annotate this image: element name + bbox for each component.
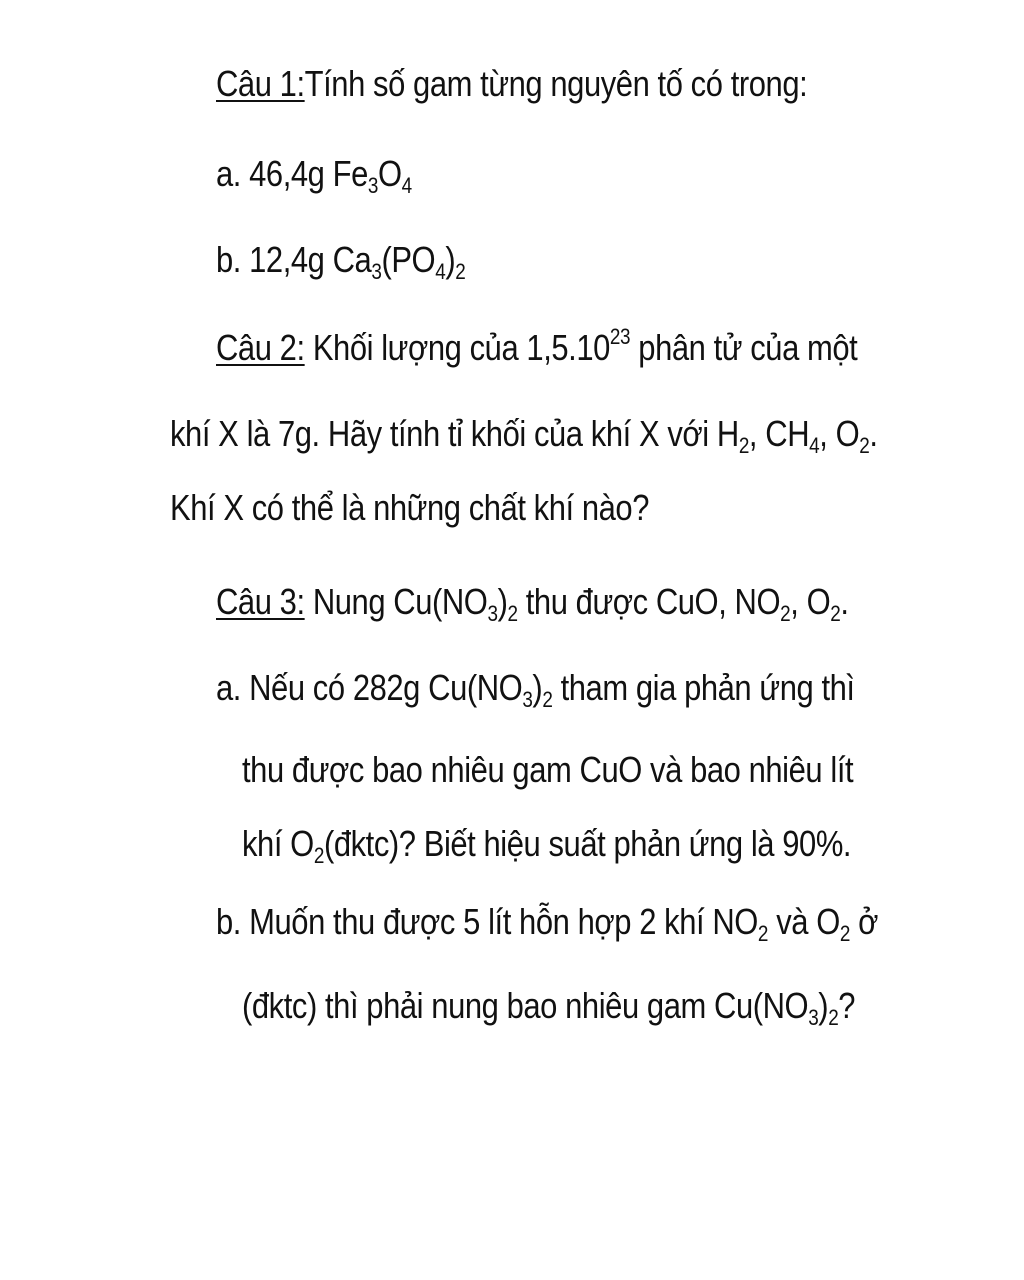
text-run: , CH	[748, 413, 810, 454]
subscript: 2	[542, 687, 553, 712]
subscript: 4	[809, 433, 820, 458]
subscript: 2	[507, 601, 518, 626]
q2-line-1	[216, 326, 857, 370]
q1-item-b	[216, 238, 465, 282]
subscript: 2	[839, 921, 850, 946]
text-run: , O	[790, 581, 831, 622]
subscript: 2	[780, 601, 791, 626]
text-run: a. 46,4g Fe	[216, 153, 368, 194]
text-run: )	[818, 985, 829, 1026]
subscript: 3	[367, 173, 379, 198]
text-run: .	[840, 581, 849, 622]
subscript: 3	[371, 259, 382, 284]
text-run: Khối lượng của 1,5.10	[304, 327, 610, 368]
q3-item-a-line-3	[242, 822, 851, 866]
subscript: 4	[435, 259, 446, 284]
text-run: O	[378, 153, 402, 194]
q3-line-1	[216, 580, 849, 624]
text-run: phân tử của một	[630, 327, 858, 368]
text-run: khí O	[242, 823, 314, 864]
subscript: 2	[859, 433, 870, 458]
text-run: tham gia phản ứng thì	[552, 667, 855, 708]
subscript: 3	[487, 601, 498, 626]
text-run: b. Muốn thu được 5 lít hỗn hợp 2 khí NO	[216, 901, 758, 942]
subscript: 3	[808, 1005, 819, 1030]
q2-label: Câu 2:	[216, 327, 305, 368]
q3-item-a-line-1	[216, 666, 855, 710]
subscript: 4	[401, 173, 412, 198]
q3-item-b-line-1	[216, 900, 878, 944]
text-run: (đktc)? Biết hiệu suất phản ứng là 90%.	[323, 823, 852, 864]
q1-heading	[216, 62, 807, 106]
text-run: .	[869, 413, 878, 454]
text-run: b. 12,4g Ca	[216, 239, 372, 280]
superscript: 23	[609, 324, 631, 349]
text-run: (đktc) thì phải nung bao nhiêu gam Cu(NO	[242, 985, 809, 1026]
text-run: Nung Cu(NO	[304, 581, 488, 622]
subscript: 2	[738, 433, 749, 458]
q1-text: Tính số gam từng nguyên tố có trong:	[304, 63, 808, 104]
text-run: khí X là 7g. Hãy tính tỉ khối của khí X với H	[170, 413, 739, 454]
text-run: thu được CuO, NO	[517, 581, 781, 622]
text-run: thu được bao nhiêu gam CuO và bao nhiêu lít	[242, 749, 854, 790]
q3-item-a-line-2	[242, 748, 853, 792]
q3-item-b-line-2	[242, 984, 855, 1028]
subscript: 2	[830, 601, 841, 626]
subscript: 2	[757, 921, 769, 946]
q1-item-a	[216, 152, 412, 196]
text-run: , O	[819, 413, 860, 454]
subscript: 2	[313, 843, 324, 868]
subscript: 2	[828, 1005, 839, 1030]
text-run: )	[497, 581, 508, 622]
q2-line-2	[170, 412, 878, 456]
text-run: )	[445, 239, 456, 280]
q3-label: Câu 3:	[216, 581, 305, 622]
text-run: a. Nếu có 282g Cu(NO	[216, 667, 523, 708]
q2-line-3	[170, 486, 649, 530]
q1-label: Câu 1:	[216, 63, 305, 104]
text-run: ?	[838, 985, 856, 1026]
subscript: 3	[522, 687, 533, 712]
text-run: ở	[849, 901, 879, 942]
subscript: 2	[455, 259, 466, 284]
text-run: và O	[768, 901, 840, 942]
text-run: Khí X có thể là những chất khí nào?	[170, 487, 650, 528]
text-run: )	[532, 667, 543, 708]
text-run: (PO	[381, 239, 436, 280]
